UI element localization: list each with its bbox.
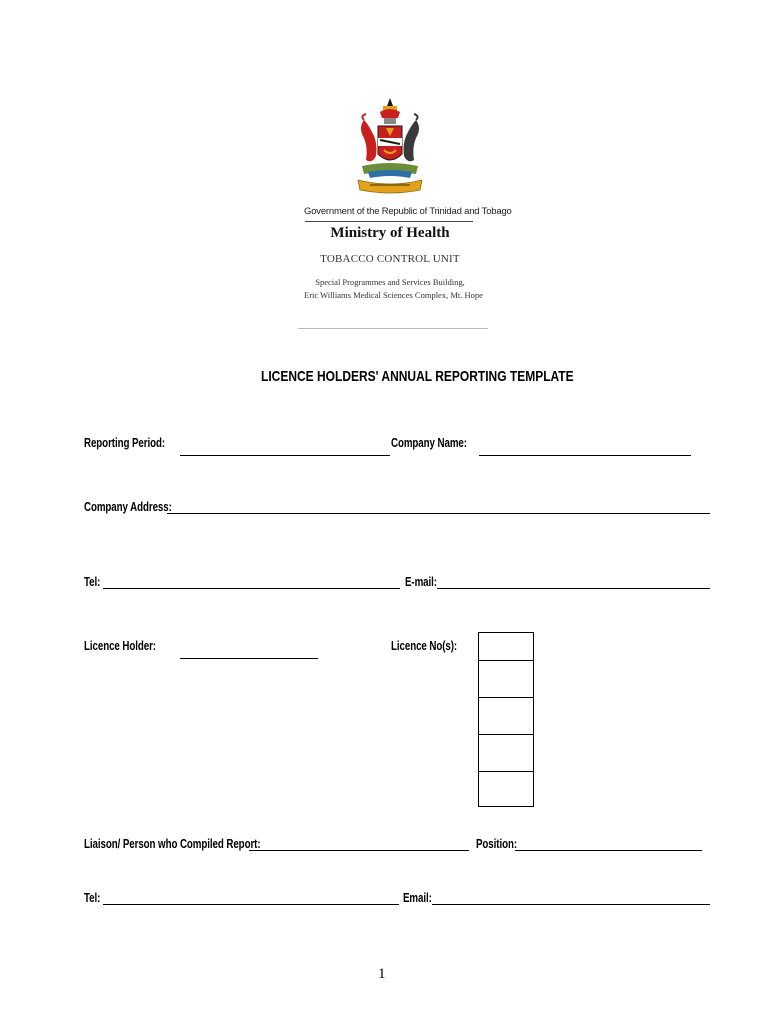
header-divider xyxy=(298,328,488,329)
page-number: 1 xyxy=(378,966,386,982)
tel-label: Tel: xyxy=(84,575,101,589)
company-name-label: Company Name: xyxy=(391,436,467,450)
coat-of-arms-icon xyxy=(350,98,430,200)
email-label: E-mail: xyxy=(405,575,437,589)
company-address-field[interactable] xyxy=(167,513,710,514)
address-line-2: Eric Williams Medical Sciences Complex, Mt. Hope xyxy=(304,290,483,300)
form-title: LICENCE HOLDERS' ANNUAL REPORTING TEMPLATE xyxy=(261,368,574,385)
position-field[interactable] xyxy=(515,850,702,851)
licence-no-box-1[interactable] xyxy=(478,632,534,661)
address-line-1: Special Programmes and Services Building, xyxy=(315,277,465,287)
company-address-label: Company Address: xyxy=(84,500,172,514)
unit-name: TOBACCO CONTROL UNIT xyxy=(320,253,460,265)
reporting-period-label: Reporting Period: xyxy=(84,436,166,450)
tel-field[interactable] xyxy=(103,588,400,589)
company-name-field[interactable] xyxy=(479,455,691,456)
tel-label-2: Tel: xyxy=(84,891,101,905)
licence-holder-field[interactable] xyxy=(180,658,318,659)
licence-no-label: Licence No(s): xyxy=(391,639,458,653)
tel-field-2[interactable] xyxy=(103,904,399,905)
email-field[interactable] xyxy=(437,588,710,589)
licence-no-box-2[interactable] xyxy=(478,660,534,698)
email-field-2[interactable] xyxy=(432,904,710,905)
liaison-field[interactable] xyxy=(249,850,469,851)
government-name: Government of the Republic of Trinidad and Tobago xyxy=(304,206,512,217)
licence-holder-label: Licence Holder: xyxy=(84,639,156,653)
email-label-2: Email: xyxy=(403,891,432,905)
licence-no-box-5[interactable] xyxy=(478,771,534,807)
ministry-name: Ministry of Health xyxy=(330,225,450,241)
liaison-label: Liaison/ Person who Compiled Report: xyxy=(84,837,261,851)
licence-no-box-4[interactable] xyxy=(478,734,534,772)
position-label: Position: xyxy=(476,837,518,851)
letterhead-divider xyxy=(305,221,473,222)
reporting-period-field[interactable] xyxy=(180,455,390,456)
licence-no-box-3[interactable] xyxy=(478,697,534,735)
